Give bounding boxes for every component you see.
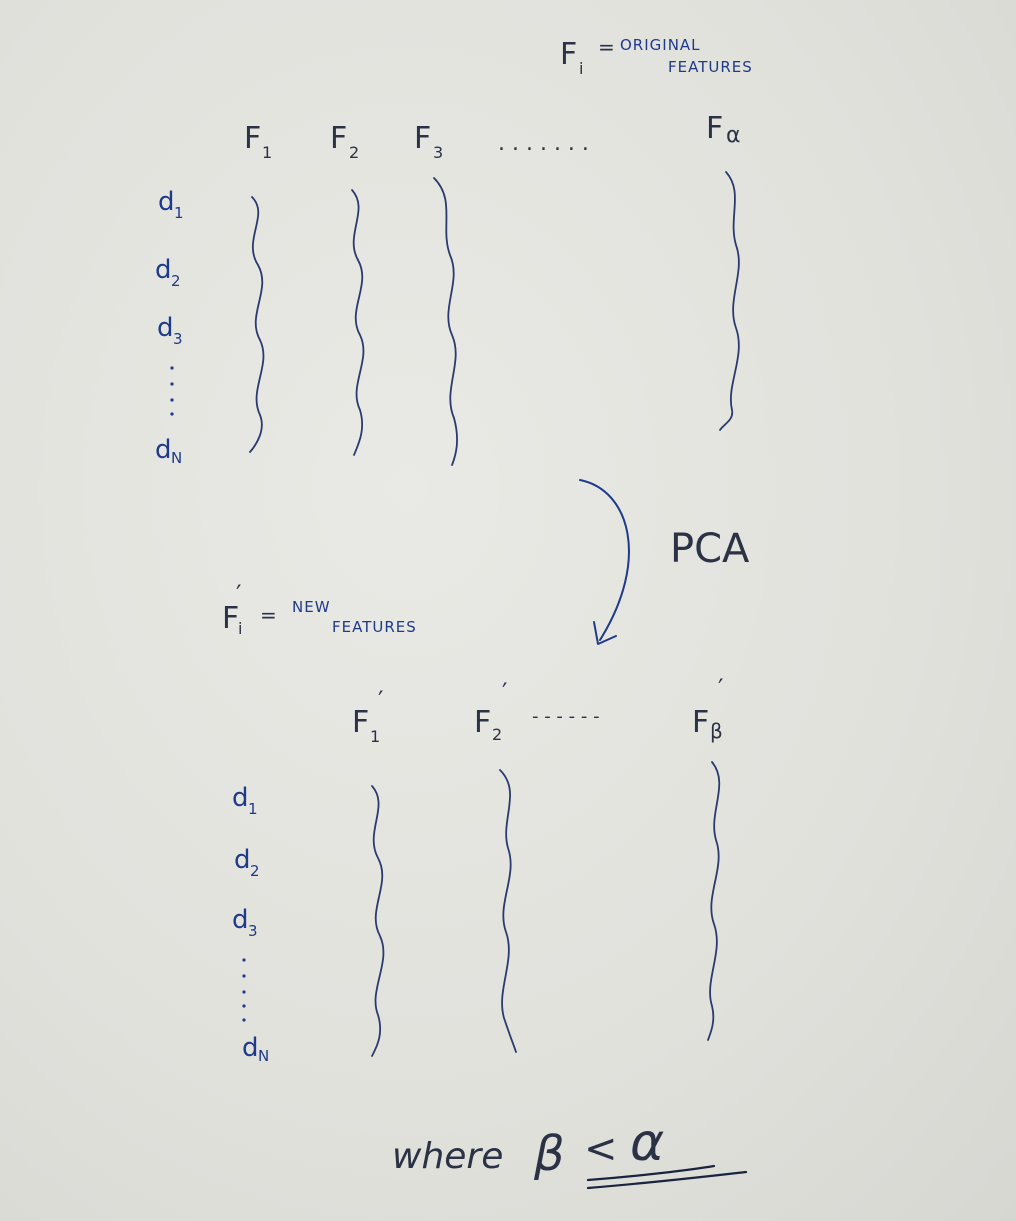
condition-operator: <: [584, 1126, 618, 1172]
top-row-d1-base: d: [158, 187, 175, 217]
top-header-f1: [244, 121, 272, 162]
bottom-header-f2-base: F: [474, 705, 492, 740]
legend-original-features: [560, 35, 753, 78]
top-row-d1: [158, 187, 184, 222]
top-column-falpha: [720, 172, 739, 430]
bottom-column-fbeta: [708, 762, 719, 1040]
top-columns: [250, 172, 739, 465]
top-header-falpha-sub: α: [726, 123, 741, 148]
legend-new-line2: FEATURES: [332, 618, 417, 636]
bottom-row-d2-base: d: [234, 845, 251, 875]
top-table-rows: [155, 187, 184, 467]
bottom-header-ellipsis: - - - - - -: [532, 706, 600, 727]
bottom-header-f1-base: F: [352, 705, 370, 740]
pca-label: PCA: [670, 526, 750, 572]
top-row-dn-base: d: [155, 435, 172, 465]
legend-new-line1: NEW: [292, 598, 331, 616]
bottom-header-f2-sub: 2: [492, 725, 503, 744]
top-header-f3: [414, 121, 443, 162]
legend-original-subscript: i: [579, 59, 584, 78]
bottom-header-fbeta-base: F: [692, 705, 710, 740]
bottom-row-d1-base: d: [232, 783, 249, 813]
legend-new-subscript: i: [238, 619, 243, 638]
top-row-dn-sub: N: [171, 449, 183, 467]
top-header-f2-sub: 2: [349, 143, 360, 162]
legend-new-features: [222, 580, 417, 638]
condition-statement: [392, 1113, 746, 1188]
top-row-d1-sub: 1: [174, 204, 184, 222]
bottom-row-d1-sub: 1: [248, 800, 258, 818]
bottom-row-dn: [242, 1033, 269, 1065]
condition-underline-2: [588, 1172, 746, 1188]
bottom-header-f2: [474, 678, 507, 744]
top-header-f2-base: F: [330, 121, 348, 156]
condition-lhs: β: [534, 1126, 565, 1182]
bottom-header-fbeta-prime: ′: [718, 674, 724, 702]
top-row-d2-base: d: [155, 255, 172, 285]
bottom-header-f2-prime: ′: [502, 678, 508, 706]
bottom-row-d1: [232, 783, 258, 818]
top-header-ellipsis: . . . . . . .: [498, 131, 589, 156]
bottom-header-f1: [352, 686, 383, 746]
legend-original-line2: FEATURES: [668, 58, 753, 76]
pca-transform: [580, 480, 750, 644]
bottom-row-dots: [242, 958, 245, 1021]
bottom-table-headers: [352, 674, 723, 746]
legend-original-line1: ORIGINAL: [620, 36, 701, 54]
legend-original-equals: =: [598, 35, 615, 59]
bottom-header-fbeta: [692, 674, 723, 743]
bottom-column-f1: [372, 786, 383, 1056]
legend-original-symbol: F: [560, 37, 578, 72]
top-row-d3: [157, 313, 183, 348]
top-row-d3-base: d: [157, 313, 174, 343]
bottom-row-d2: [234, 845, 260, 880]
top-header-falpha: [706, 111, 741, 148]
bottom-row-dn-sub: N: [258, 1047, 270, 1065]
top-column-f1: [250, 197, 263, 452]
bottom-table-rows: [232, 783, 269, 1065]
bottom-column-f2: [500, 770, 516, 1052]
top-column-f2: [352, 190, 363, 455]
top-header-f1-sub: 1: [262, 143, 273, 162]
top-header-f3-sub: 3: [433, 143, 444, 162]
legend-new-equals: =: [260, 603, 277, 627]
legend-new-prime: ′: [236, 580, 242, 608]
top-column-f3: [434, 178, 457, 465]
bottom-header-f1-prime: ′: [378, 686, 384, 714]
bottom-row-d2-sub: 2: [250, 862, 260, 880]
bottom-row-d3-base: d: [232, 905, 249, 935]
top-row-dots: [170, 366, 173, 415]
bottom-header-fbeta-sub: β: [710, 719, 723, 743]
condition-rhs: α: [630, 1113, 665, 1173]
bottom-header-f1-sub: 1: [370, 727, 381, 746]
top-table-headers: [244, 111, 741, 162]
bottom-row-d3-sub: 3: [248, 922, 258, 940]
top-header-f3-base: F: [414, 121, 432, 156]
top-row-d2-sub: 2: [171, 272, 181, 290]
top-row-dn: [155, 435, 182, 467]
condition-word: where: [392, 1136, 504, 1177]
top-header-f1-base: F: [244, 121, 262, 156]
top-header-falpha-base: F: [706, 111, 724, 146]
bottom-row-dn-base: d: [242, 1033, 259, 1063]
pca-arrow-curve: [580, 480, 629, 640]
bottom-columns: [372, 762, 719, 1056]
top-row-d2: [155, 255, 181, 290]
bottom-row-d3: [232, 905, 258, 940]
top-header-f2: [330, 121, 359, 162]
top-row-d3-sub: 3: [173, 330, 183, 348]
legend-new-symbol: F: [222, 601, 240, 636]
